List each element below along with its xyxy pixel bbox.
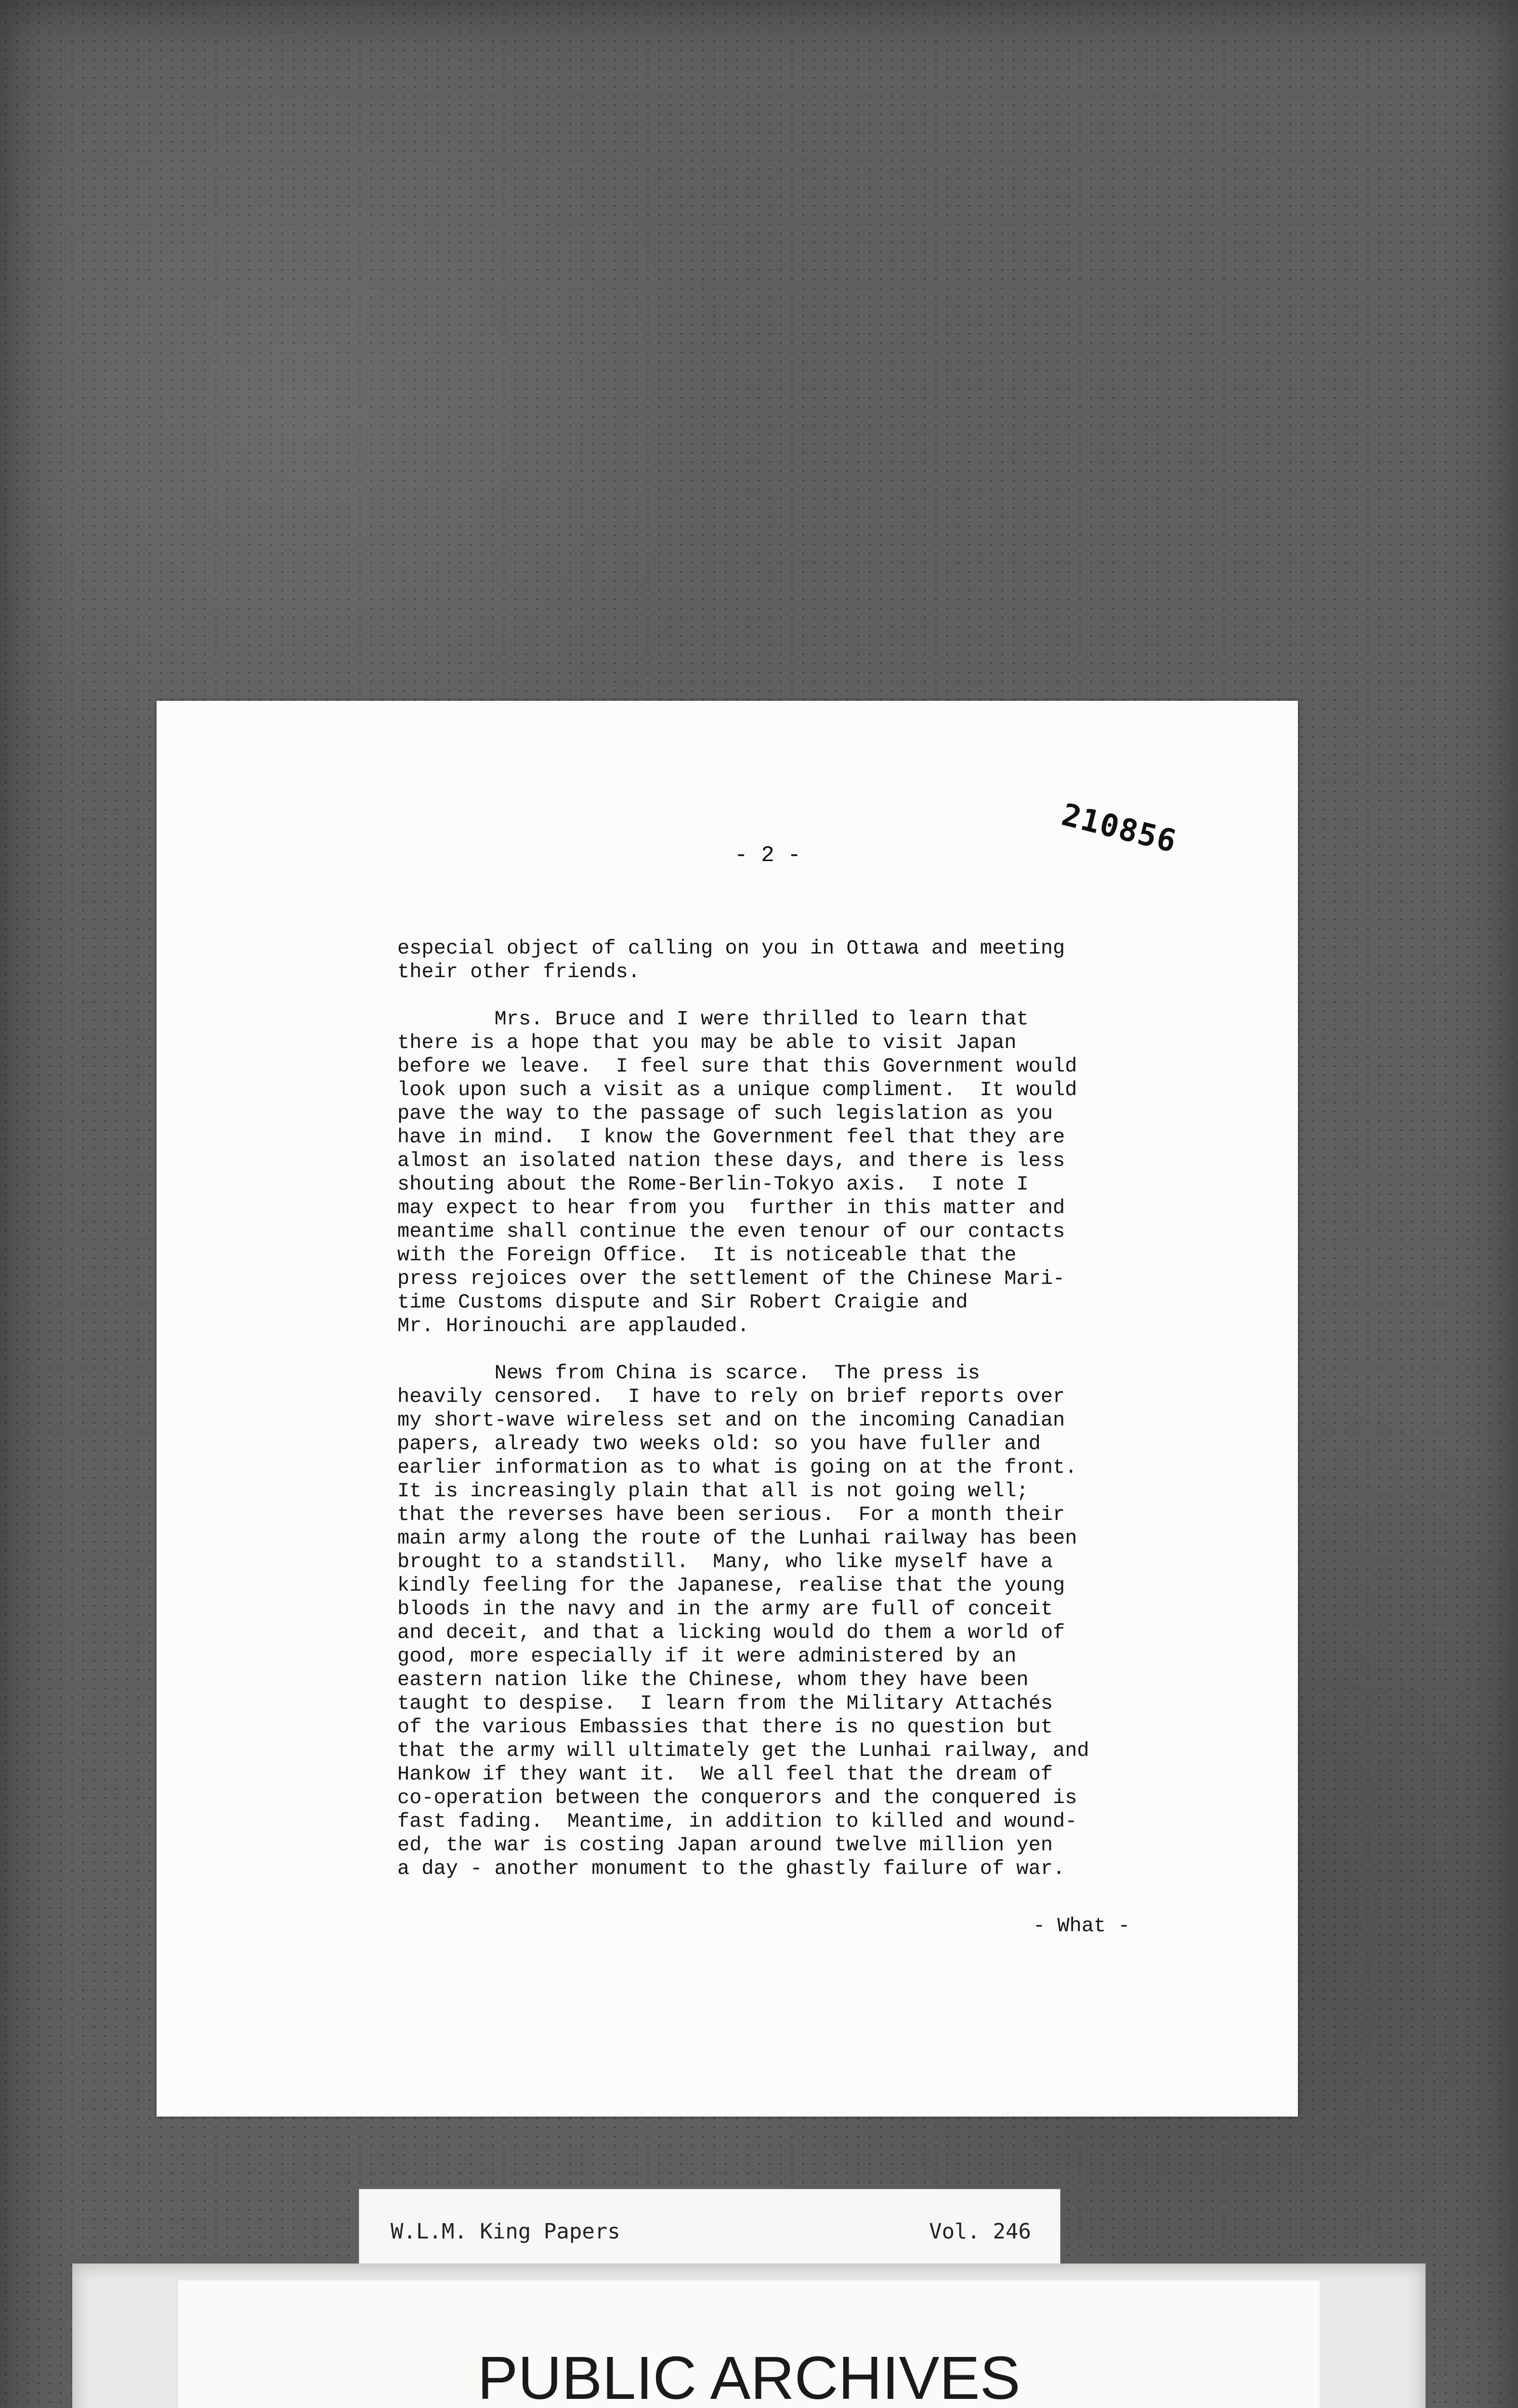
letter-line: Mrs. Bruce and I were thrilled to learn that bbox=[397, 1008, 1029, 1031]
letter-line: time Customs dispute and Sir Robert Craigie and bbox=[397, 1291, 968, 1314]
letter-line: brought to a standstill. Many, who like myself have a bbox=[397, 1550, 1053, 1573]
letter-line: especial object of calling on you in Ottawa and meeting bbox=[397, 937, 1065, 960]
letter-line: look upon such a visit as a unique compliment. It would bbox=[397, 1078, 1077, 1101]
letter-line: papers, already two weeks old: so you have fuller and bbox=[397, 1432, 1041, 1455]
letter-body bbox=[397, 937, 1322, 1881]
letter-line: meantime shall continue the even tenour of our contacts bbox=[397, 1220, 1065, 1243]
letter-line: Hankow if they want it. We all feel that the dream of bbox=[397, 1763, 1053, 1786]
letter-line: my short-wave wireless set and on the incoming Canadian bbox=[397, 1409, 1065, 1432]
page-number: - 2 - bbox=[734, 843, 801, 868]
letter-line: bloods in the navy and in the army are full of conceit bbox=[397, 1597, 1053, 1621]
archive-card-face bbox=[178, 2280, 1320, 2408]
letter-line: may expect to hear from you further in this matter and bbox=[397, 1196, 1065, 1219]
letter-line: co-operation between the conquerors and the conquered is bbox=[397, 1786, 1077, 1809]
volume-number: Vol. 246 bbox=[929, 2219, 1031, 2244]
letter-line: shouting about the Rome-Berlin-Tokyo axis. I note I bbox=[397, 1173, 1029, 1196]
archive-card bbox=[72, 2264, 1426, 2408]
letter-page bbox=[157, 701, 1298, 2117]
letter-line: News from China is scarce. The press is bbox=[397, 1361, 980, 1385]
letter-line: It is increasingly plain that all is not going well; bbox=[397, 1479, 1029, 1503]
letter-line: taught to despise. I learn from the Military Attachés bbox=[397, 1692, 1053, 1715]
document-number-stamp: 210856 bbox=[1058, 797, 1180, 860]
letter-line: kindly feeling for the Japanese, realise that the young bbox=[397, 1574, 1065, 1597]
letter-line: with the Foreign Office. It is noticeable that the bbox=[397, 1243, 1017, 1267]
letter-line: main army along the route of the Lunhai railway has been bbox=[397, 1527, 1077, 1550]
catchword: - What - bbox=[1033, 1914, 1130, 1937]
letter-line: ed, the war is costing Japan around twelve million yen bbox=[397, 1833, 1053, 1857]
reference-label bbox=[359, 2189, 1060, 2274]
letter-line: heavily censored. I have to rely on brief reports over bbox=[397, 1385, 1065, 1408]
letter-line: eastern nation like the Chinese, whom they have been bbox=[397, 1668, 1029, 1691]
letter-line bbox=[397, 984, 1322, 1008]
letter-line: a day - another monument to the ghastly failure of war. bbox=[397, 1857, 1065, 1880]
letter-line: their other friends. bbox=[397, 960, 641, 983]
letter-line: that the army will ultimately get the Lunhai railway, and bbox=[397, 1739, 1089, 1762]
letter-line: of the various Embassies that there is no question but bbox=[397, 1715, 1053, 1739]
archive-title-english: PUBLIC ARCHIVES bbox=[477, 2344, 1021, 2408]
letter-line: before we leave. I feel sure that this Government would bbox=[397, 1055, 1077, 1078]
letter-line: there is a hope that you may be able to visit Japan bbox=[397, 1031, 1017, 1054]
letter-line bbox=[397, 1338, 1322, 1361]
collection-name: W.L.M. King Papers bbox=[391, 2219, 620, 2244]
letter-line: almost an isolated nation these days, and there is less bbox=[397, 1149, 1065, 1172]
letter-line: press rejoices over the settlement of the Chinese Mari- bbox=[397, 1267, 1065, 1290]
letter-line: and deceit, and that a licking would do them a world of bbox=[397, 1621, 1065, 1644]
letter-line: that the reverses have been serious. For a month their bbox=[397, 1503, 1065, 1526]
letter-line: earlier information as to what is going on at the front. bbox=[397, 1456, 1077, 1479]
letter-line: fast fading. Meantime, in addition to killed and wound- bbox=[397, 1810, 1077, 1833]
letter-line: good, more especially if it were administered by an bbox=[397, 1645, 1017, 1668]
letter-line: Mr. Horinouchi are applauded. bbox=[397, 1314, 749, 1337]
letter-line: have in mind. I know the Government feel that they are bbox=[397, 1125, 1065, 1149]
letter-line: pave the way to the passage of such legislation as you bbox=[397, 1102, 1053, 1125]
